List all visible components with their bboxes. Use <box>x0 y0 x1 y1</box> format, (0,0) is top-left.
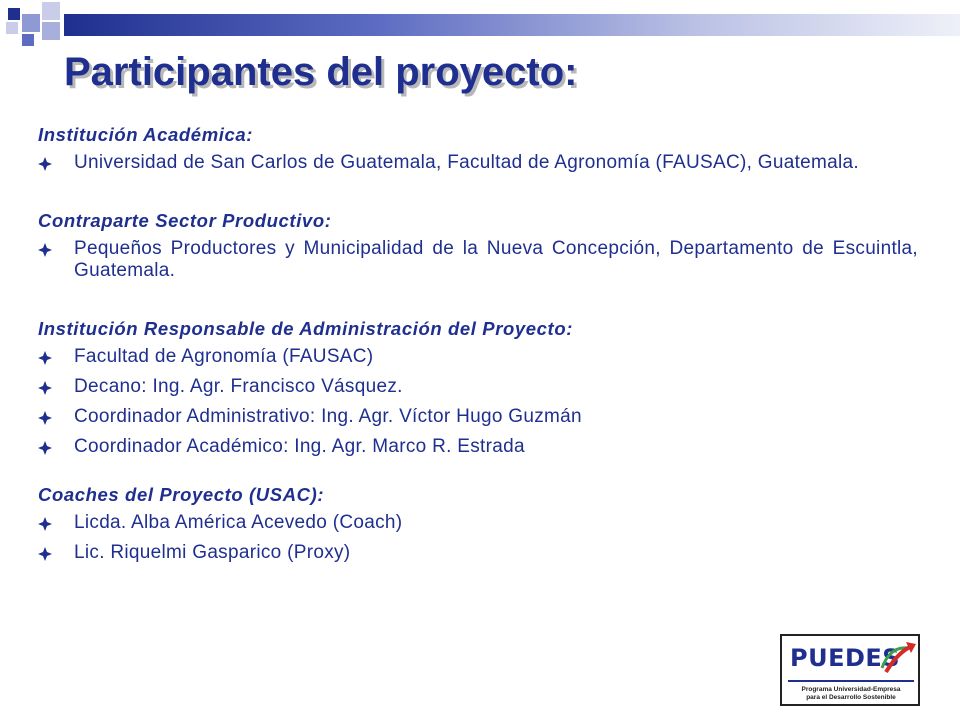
list-item-text: Facultad de Agronomía (FAUSAC) <box>74 346 374 367</box>
list-item <box>38 152 918 174</box>
section-heading: Institución Académica: <box>38 124 254 145</box>
diamond-bullet-icon <box>38 243 52 257</box>
logo-subtitle: Programa Universidad-Empresa <box>801 686 901 693</box>
list-item <box>38 436 918 458</box>
list-item <box>38 376 918 398</box>
list-item-text: Licda. Alba América Acevedo (Coach) <box>74 512 403 533</box>
deco-square <box>22 34 34 46</box>
slide-title: Participantes del proyecto: <box>64 50 578 94</box>
puedes-logo <box>780 634 920 706</box>
section-heading: Contraparte Sector Productivo: <box>38 210 332 231</box>
list-item <box>38 406 918 428</box>
list-item <box>38 346 918 368</box>
slide-content <box>38 122 918 572</box>
deco-square <box>6 22 18 34</box>
diamond-bullet-icon <box>38 517 52 531</box>
section-heading: Coaches del Proyecto (USAC): <box>38 484 325 505</box>
logo-divider <box>788 680 914 682</box>
diamond-bullet-icon <box>38 411 52 425</box>
deco-square <box>42 2 60 20</box>
deco-square <box>42 22 60 40</box>
list-item-text: Coordinador Académico: Ing. Agr. Marco R. Estrada <box>74 436 525 457</box>
diamond-bullet-icon <box>38 547 52 561</box>
list-item <box>38 512 918 534</box>
logo-subtitle: para el Desarrollo Sostenible <box>806 694 896 701</box>
section-heading: Institución Responsable de Administración del Proyecto: <box>38 318 573 339</box>
list-item-text: Lic. Riquelmi Gasparico (Proxy) <box>74 542 351 563</box>
logo-arrow-icon <box>878 638 918 678</box>
diamond-bullet-icon <box>38 381 52 395</box>
list-item <box>38 238 918 282</box>
list-item-text: Pequeños Productores y Municipalidad de la Nueva Concepción, Departamento de Escuintla, Guatemala. <box>74 238 918 281</box>
list-item <box>38 542 918 564</box>
list-item-text: Decano: Ing. Agr. Francisco Vásquez. <box>74 376 403 397</box>
logo-wordmark: PUEDES <box>790 644 901 672</box>
header-gradient-bar <box>64 14 960 36</box>
list-item-text: Coordinador Administrativo: Ing. Agr. Víctor Hugo Guzmán <box>74 406 582 427</box>
diamond-bullet-icon <box>38 441 52 455</box>
diamond-bullet-icon <box>38 157 52 171</box>
deco-square <box>8 8 20 20</box>
list-item-text: Universidad de San Carlos de Guatemala, Facultad de Agronomía (FAUSAC), Guatemala. <box>74 152 859 173</box>
diamond-bullet-icon <box>38 351 52 365</box>
deco-square <box>22 14 40 32</box>
